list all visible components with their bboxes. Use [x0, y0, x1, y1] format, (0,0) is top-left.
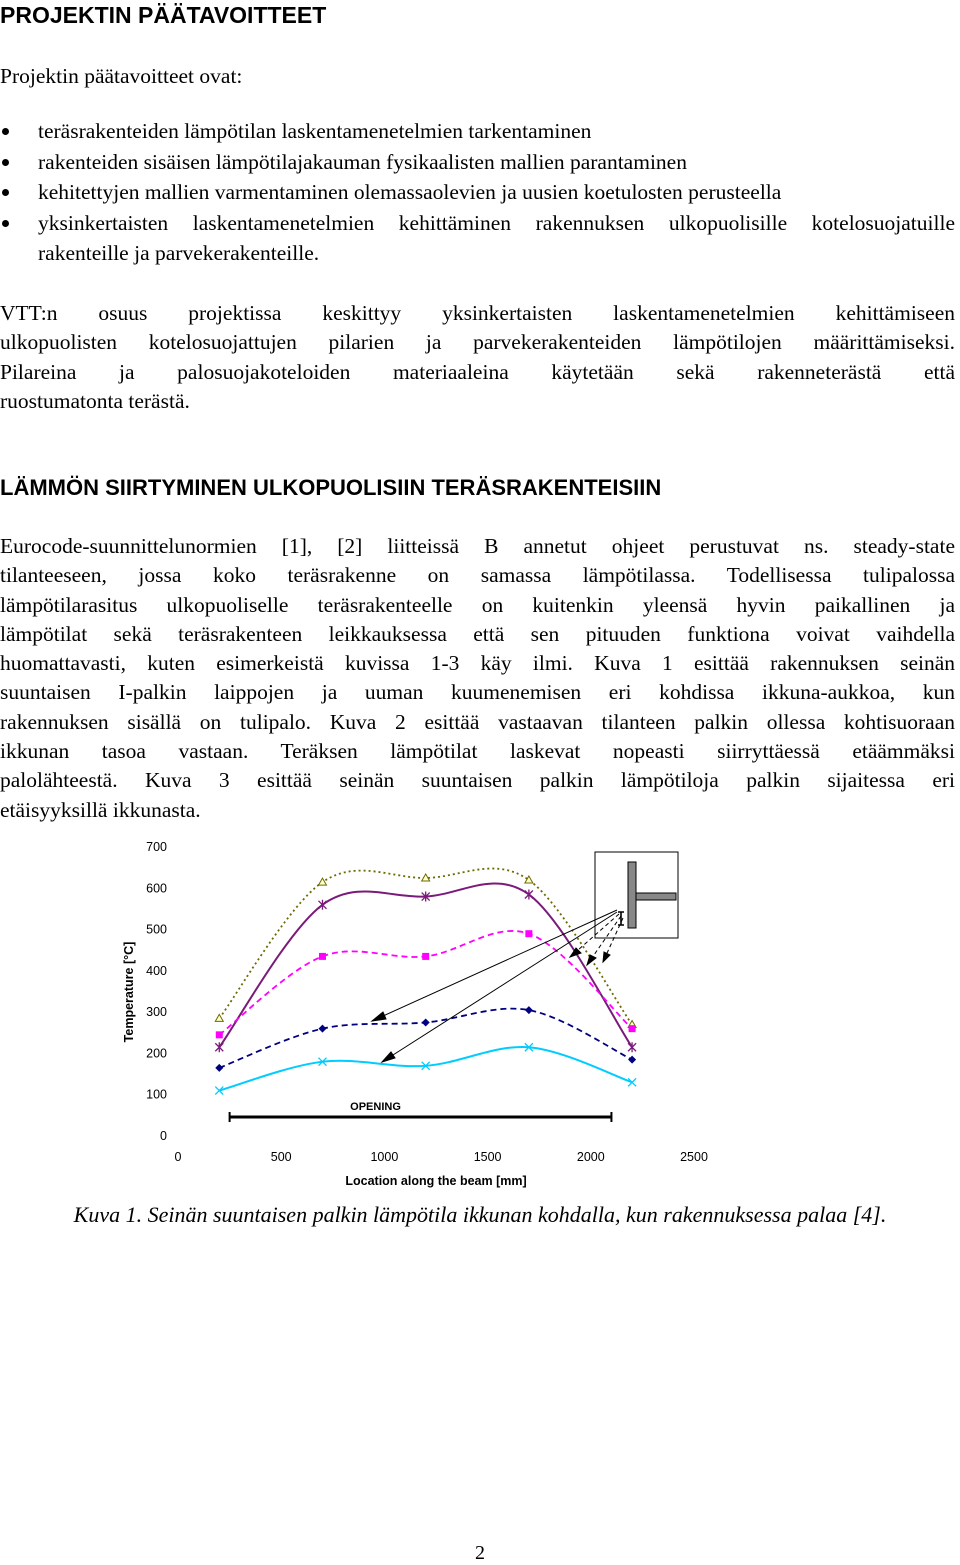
goals-list — [0, 116, 955, 269]
data-point — [525, 889, 533, 899]
page-number: 2 — [475, 1542, 485, 1564]
paragraph-line: rakennuksen sisällä on tulipalo. Kuva 2 esittää vastaavan tilanteen palkin ollessa kohtisuoraan — [0, 709, 955, 734]
x-tick-label: 2500 — [680, 1150, 708, 1164]
vtt-paragraph — [0, 299, 955, 416]
series-curves — [219, 869, 632, 1091]
y-tick-label: 100 — [146, 1087, 167, 1102]
data-point — [319, 953, 326, 960]
section-heading-heat-transfer: LÄMMÖN SIIRTYMINEN ULKOPUOLISIIN TERÄSRAKENTEISIIN — [0, 475, 662, 500]
paragraph-line: huomattavasti, kuten esimerkeistä kuvissa 1-3 käy ilmi. Kuva 1 esittää rakennuksen seinän — [0, 651, 955, 676]
list-item: yksinkertaisten laskentamenetelmien kehittäminen rakennuksen ulkopuolisille kotelosuojatuille rakenteille ja parvekerakenteille. — [0, 208, 955, 269]
data-point — [318, 1025, 326, 1033]
y-tick-label: 0 — [160, 1129, 167, 1143]
y-axis-ticks — [146, 840, 167, 1143]
paragraph-line: palolähteestä. Kuva 3 esittää seinän suuntaisen palkin lämpötiloja palkin sijaitessa eri — [0, 768, 955, 793]
data-point — [318, 900, 326, 910]
paragraph-line: ikkunan tasoa vastaan. Teräksen lämpötilat laskevat nopeasti siirryttäessä etäämmäksi — [0, 739, 955, 764]
data-point — [215, 1042, 223, 1052]
pointer-arrows — [372, 910, 623, 1062]
paragraph-line: etäisyyksillä ikkunasta. — [0, 797, 201, 822]
data-point — [422, 953, 429, 960]
eurocode-paragraph — [0, 532, 955, 825]
data-point — [628, 1056, 636, 1064]
paragraph-line: Pilareina ja palosuojakoteloiden materiaaleina käytetään sekä rakenneterästä että — [0, 359, 955, 384]
paragraph-line: ruostumatonta terästä. — [0, 388, 190, 413]
y-tick-label: 700 — [146, 840, 167, 854]
x-axis-ticks — [175, 1150, 708, 1164]
data-point — [525, 930, 532, 937]
x-tick-label: 500 — [270, 1150, 292, 1164]
y-tick-label: 300 — [146, 1005, 167, 1020]
series-markers — [215, 874, 636, 1095]
data-point — [318, 878, 326, 885]
beam-cross-section-inset — [595, 852, 678, 938]
paragraph-line: ulkopuolisten kotelosuojattujen pilarien ja parvekerakenteiden lämpötilojen määrittämiseksi. — [0, 330, 955, 355]
x-tick-label: 2000 — [576, 1150, 605, 1164]
paragraph-line: VTT:n osuus projektissa keskittyy yksinkertaisten laskentamenetelmien kehittämiseen — [0, 301, 955, 325]
data-point — [629, 1025, 636, 1032]
series-line — [219, 1009, 632, 1068]
x-axis-label: Location along the beam [mm] — [345, 1174, 527, 1188]
x-tick-label: 1500 — [473, 1150, 502, 1164]
series-line — [219, 1047, 632, 1091]
list-item: kehitettyjen mallien varmentaminen olemassaolevien ja uusien koetulosten perusteella — [0, 177, 955, 208]
y-tick-label: 500 — [146, 922, 167, 937]
paragraph-line: lämpötilat sekä teräsrakenteen leikkauksessa että sen pituuden funktiona voivat vaihdella — [0, 621, 955, 646]
paragraph-line: lämpötilarasitus ulkopuoliselle teräsrakenteelle on kuitenkin yleensä hyvin paikallinen ja — [0, 592, 955, 617]
goals-intro: Projektin päätavoitteet ovat: — [0, 64, 243, 88]
data-point — [422, 1018, 430, 1026]
y-axis-label: Temperature [°C] — [122, 941, 136, 1043]
data-point — [525, 1006, 533, 1014]
data-point — [628, 1042, 636, 1052]
y-tick-label: 200 — [146, 1046, 167, 1061]
opening-label: OPENING — [350, 1101, 401, 1113]
paragraph-line: Eurocode-suunnittelunormien [1], [2] liitteissä B annetut ohjeet perustuvat ns. steady-state — [0, 534, 955, 558]
list-item: teräsrakenteiden lämpötilan laskentamenetelmien tarkentaminen — [0, 116, 955, 147]
x-tick-label: 1000 — [370, 1150, 399, 1164]
figure-caption: Kuva 1. Seinän suuntaisen palkin lämpötila ikkunan kohdalla, kun rakennuksessa palaa [4]. — [73, 1202, 887, 1227]
paragraph-line: suuntaisen I-palkin laippojen ja uuman kuumenemisen eri kohdissa ikkuna-aukkoa, kun — [0, 680, 955, 705]
list-item: rakenteiden sisäisen lämpötilajakauman fysikaalisten mallien parantaminen — [0, 147, 955, 178]
data-point — [216, 1031, 223, 1038]
x-tick-label: 0 — [174, 1150, 182, 1164]
y-tick-label: 600 — [146, 881, 167, 896]
data-point — [215, 1064, 223, 1072]
section-heading-goals: PROJEKTIN PÄÄTAVOITTEET — [0, 2, 327, 28]
temperature-chart — [0, 830, 960, 1195]
data-point — [215, 1014, 223, 1021]
y-tick-label: 400 — [146, 963, 167, 978]
paragraph-line: tilanteeseen, jossa koko teräsrakenne on samassa lämpötilassa. Todellisessa tulipalossa — [0, 563, 955, 588]
